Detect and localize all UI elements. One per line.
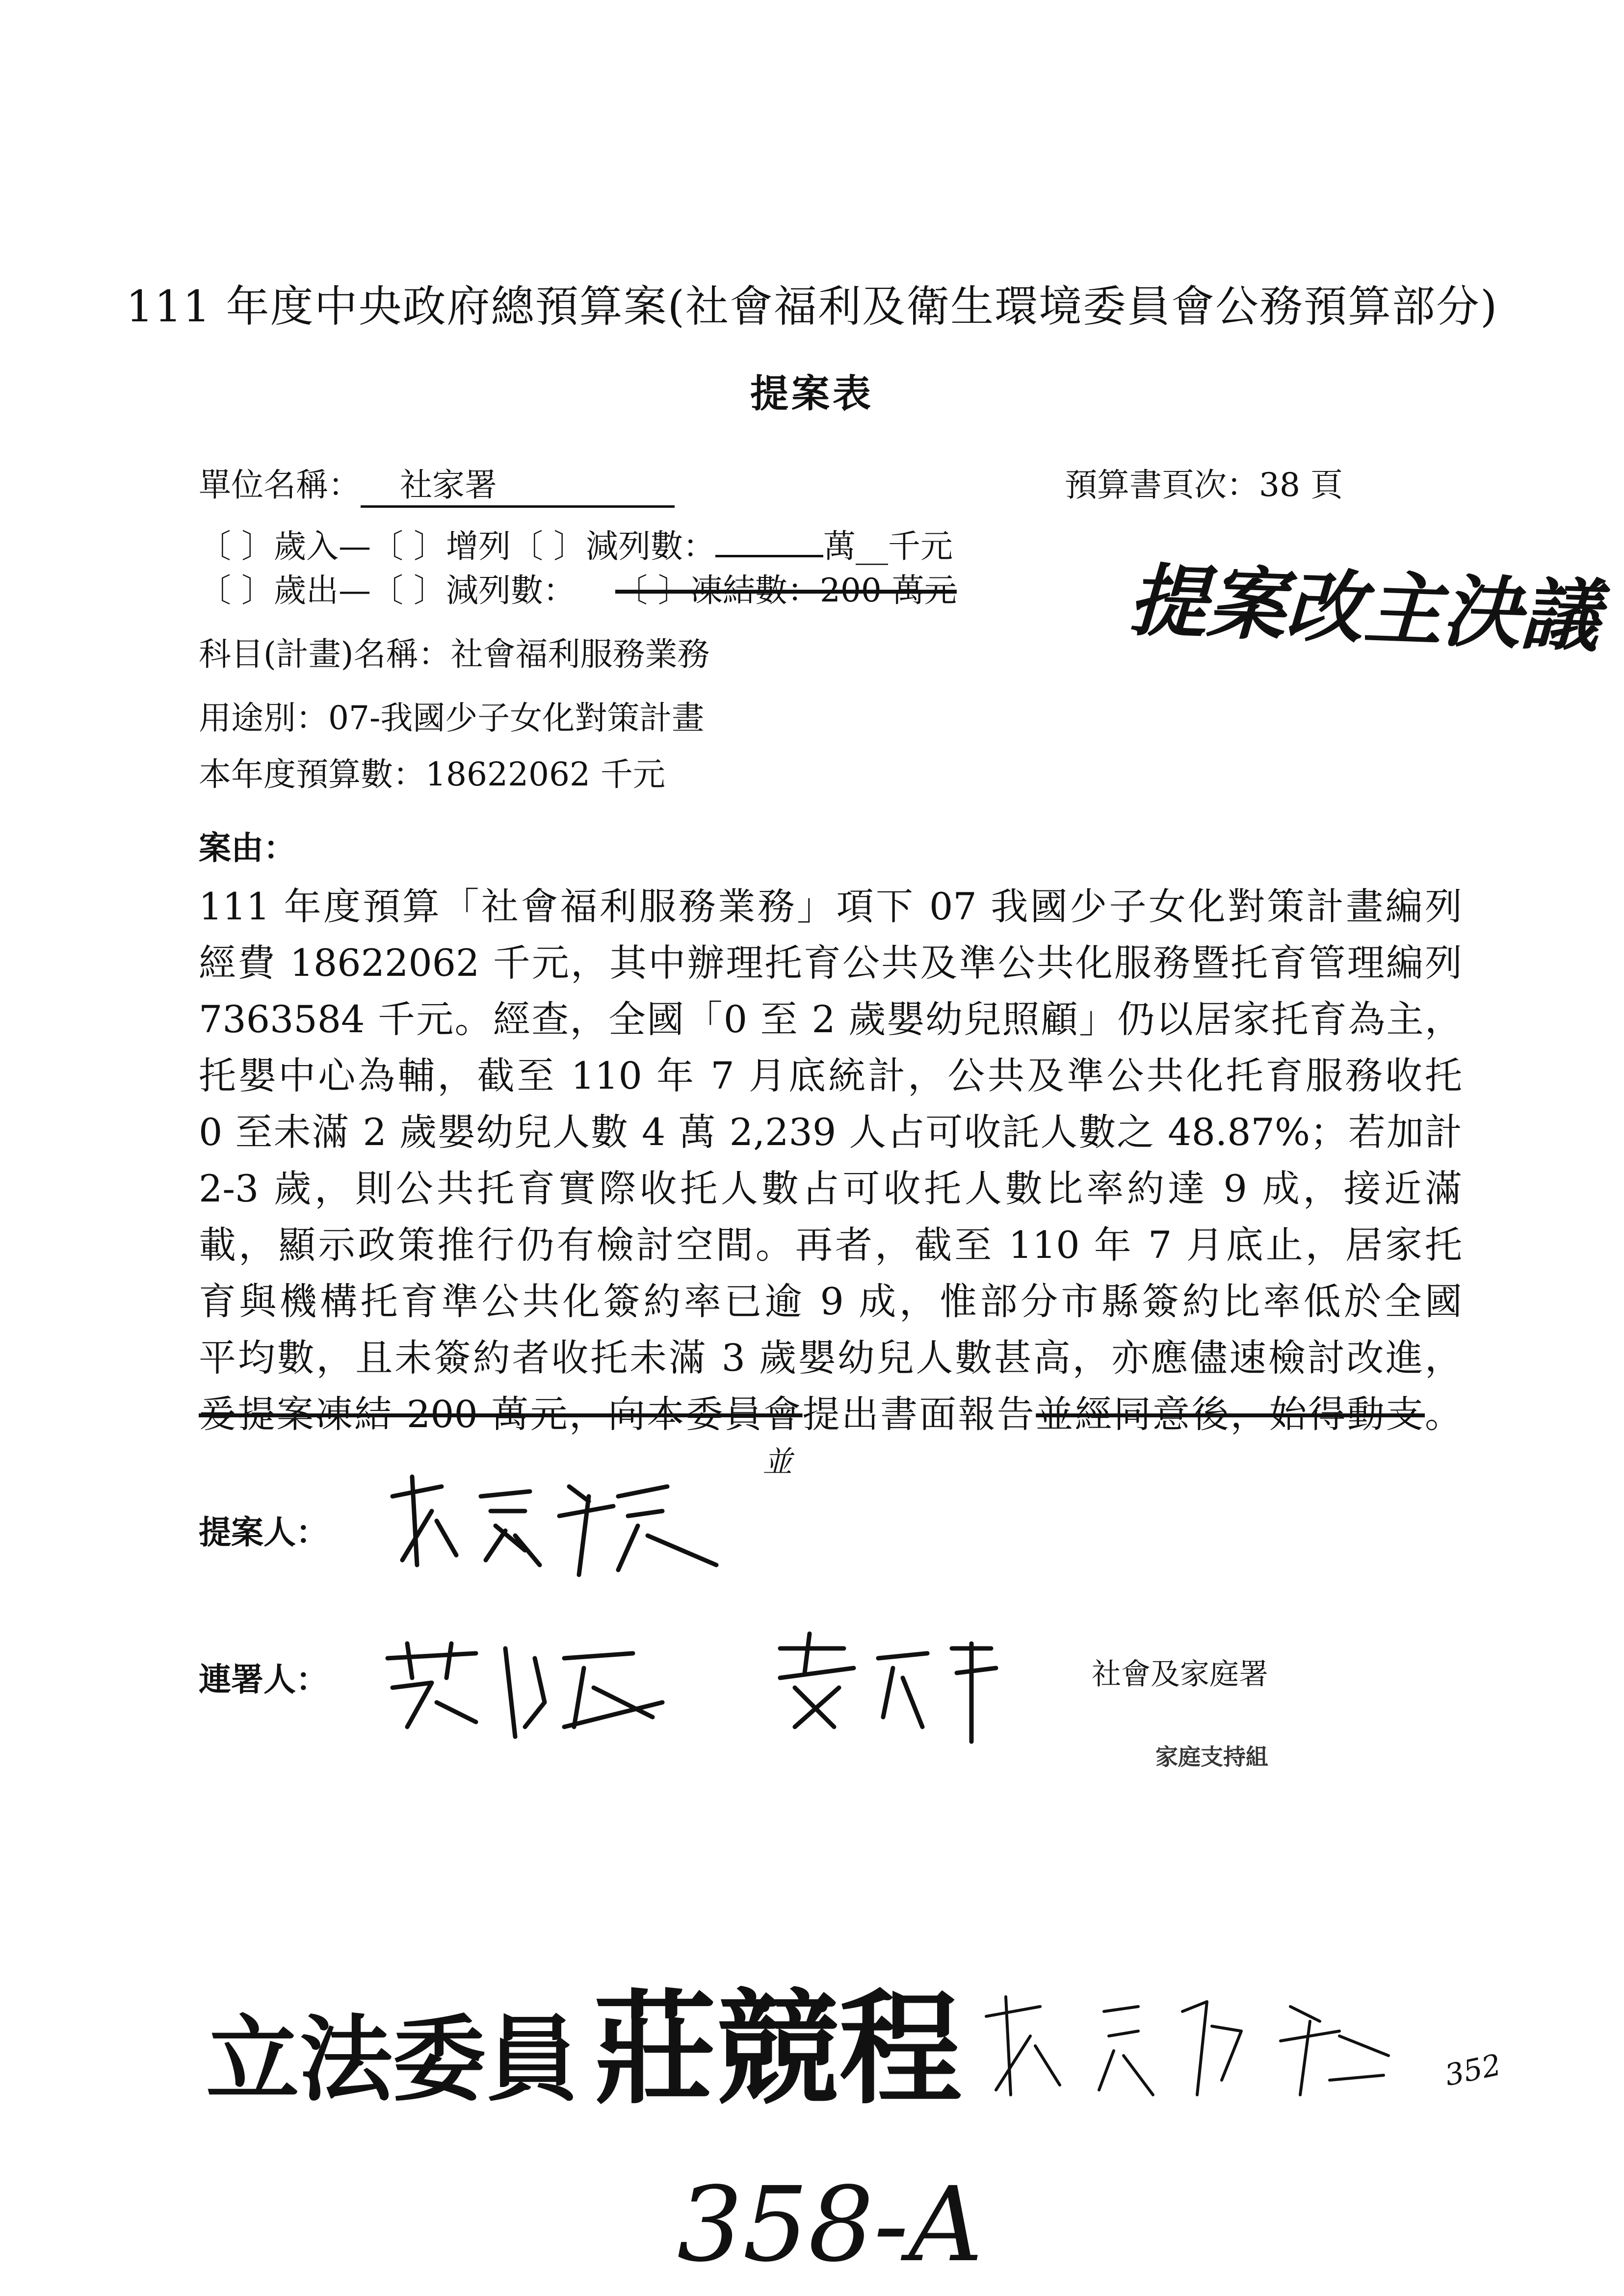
document-title: 111 年度中央政府總預算案(社會福利及衛生環境委員會公務預算部分) — [126, 281, 1498, 332]
unit-label: 單位名稱： — [199, 466, 361, 504]
purpose-line: 用途別：07-我國少子女化對策計畫 — [199, 699, 705, 737]
reason-line: 育與機構托育準公共化簽約率已逾 9 成，惟部分市縣簽約比率低於全國 — [199, 1279, 1462, 1323]
reason-line-final — [199, 1386, 1462, 1442]
expense-label: 〔 〕歲出—〔 〕減列數： — [199, 572, 576, 609]
document-subtitle: 提案表 — [750, 371, 874, 416]
subject-line: 科目(計畫)名稱：社會福利服務業務 — [199, 635, 710, 673]
stamp-title: 立法委員 — [206, 2006, 579, 2114]
revenue-line — [199, 520, 953, 567]
reason-line: 2-3 歲，則公共托育實際收托人數占可收托人數比率約達 9 成，接近滿 — [199, 1167, 1462, 1210]
struck-text: 爰提案凍結 200 萬元，向本委員會 — [199, 1392, 803, 1436]
legislator-signature — [976, 1982, 1398, 2110]
cosigner-signature-1 — [378, 1629, 672, 1747]
reason-body — [199, 878, 1462, 1442]
unit-name-field — [199, 459, 675, 508]
cosigner-label: 連署人： — [199, 1660, 328, 1698]
handwritten-note: 提案改主決議 — [1127, 554, 1601, 663]
reason-line: 經費 18622062 千元，其中辦理托育公共及準公共化服務暨托育管理編列 — [199, 941, 1462, 985]
margin-note: 352 — [1441, 2047, 1504, 2093]
handwritten-insertion: 並 — [763, 1445, 792, 1479]
revenue-blank — [715, 555, 823, 557]
reason-line: 0 至未滿 2 歲嬰幼兒人數 4 萬 2,239 人占可收託人數之 48.87%；若加計 — [199, 1110, 1462, 1154]
struck-text: 並經同意後，始得動支 — [1036, 1392, 1425, 1436]
budget-amount-line: 本年度預算數：18622062 千元 — [199, 756, 665, 793]
expense-line — [199, 564, 957, 611]
legislator-stamp — [206, 1978, 962, 2121]
page-code: 358-A — [677, 2165, 983, 2285]
reason-line: 平均數，且未簽約者收托未滿 3 歲嬰幼兒人數甚高，亦應儘速檢討改進， — [199, 1336, 1462, 1380]
reason-line: 111 年度預算「社會福利服務業務」項下 07 我國少子女化對策計畫編列 — [199, 885, 1462, 928]
division-stamp: 家庭支持組 — [1155, 1744, 1268, 1770]
revenue-label: 〔 〕歲入—〔 〕增列〔 〕減列數： — [199, 527, 715, 565]
reason-label: 案由： — [199, 829, 296, 867]
agency-stamp: 社會及家庭署 — [1092, 1657, 1268, 1692]
budget-page-ref: 預算書頁次：38 頁 — [1065, 466, 1343, 504]
revenue-amount: 萬__千元 — [823, 527, 953, 565]
proposer-label: 提案人： — [199, 1513, 328, 1551]
proposer-signature — [383, 1467, 726, 1585]
expense-frozen-struck: 〔 〕凍結數：200 萬元 — [615, 572, 957, 609]
unit-value: 社家署 — [361, 459, 675, 508]
reason-line: 7363584 千元。經查，全國「0 至 2 歲嬰幼兒照顧」仍以居家托育為主， — [199, 997, 1462, 1041]
cosigner-signature-2 — [765, 1629, 1011, 1747]
reason-line: 托嬰中心為輔，截至 110 年 7 月底統計，公共及準公共化托育服務收托 — [199, 1054, 1462, 1097]
reason-line: 載，顯示政策推行仍有檢討空間。再者，截至 110 年 7 月底止，居家托 — [199, 1223, 1462, 1267]
kept-text: 提出書面報告 — [802, 1392, 1036, 1436]
period: 。 — [1425, 1392, 1462, 1436]
stamp-name: 莊競程 — [594, 1978, 962, 2121]
